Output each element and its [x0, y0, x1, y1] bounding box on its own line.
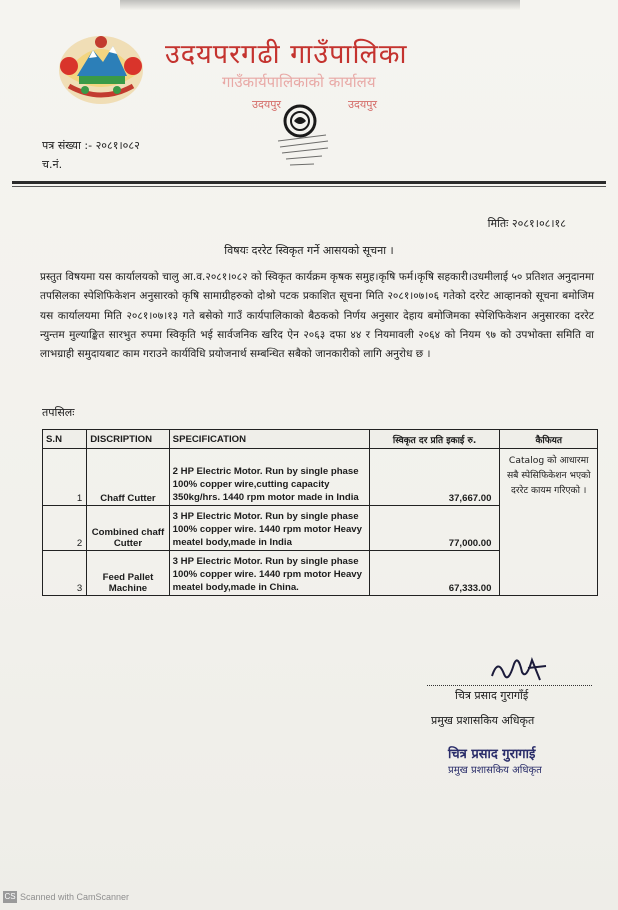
row-specification: 2 HP Electric Motor. Run by single phase 100% copper wire,cutting capacity 350kg/hrs. 1440 rpm motor made in India — [169, 449, 369, 506]
signer-name: चित्र प्रसाद गुरागाँई — [455, 689, 529, 702]
nepal-emblem-icon — [55, 30, 147, 108]
header-rule — [12, 181, 606, 184]
address-right: उदयपुर — [348, 98, 377, 111]
row-sn: 1 — [43, 449, 87, 506]
table-header-row — [43, 430, 598, 449]
signature-line — [427, 685, 592, 686]
letter-date: मितिः २०८१।०८।१८ — [487, 217, 566, 230]
signer-title: प्रमुख प्रशासकिय अधिकृत — [431, 714, 535, 727]
row-description: Chaff Cutter — [87, 449, 169, 506]
row-rate: 67,333.00 — [369, 551, 500, 596]
header-rule-thin — [12, 186, 606, 187]
row-rate: 37,667.00 — [369, 449, 500, 506]
row-specification: 3 HP Electric Motor. Run by single phase 100% copper wire. 1440 rpm motor Heavy meatel body,made in India — [169, 506, 369, 551]
office-name: गाउँकार्यपालिकाको कार्यालय — [222, 73, 376, 91]
header-sn: S.N — [43, 430, 87, 449]
row-rate: 77,000.00 — [369, 506, 500, 551]
header-rate: स्विकृत दर प्रति इकाई रु. — [369, 430, 500, 449]
scanner-watermark: Scanned with CamScanner — [20, 892, 130, 902]
header-description: DISCRIPTION — [87, 430, 169, 449]
dispatch-number: च.नं. — [42, 158, 63, 171]
office-stamp-icon — [268, 95, 348, 175]
details-label: तपसिलः — [42, 406, 75, 419]
row-specification: 3 HP Electric Motor. Run by single phase 100% copper wire. 1440 rpm motor Heavy meatel body,made in China. — [169, 551, 369, 596]
scan-shadow — [120, 0, 520, 10]
header-specification: SPECIFICATION — [169, 430, 369, 449]
title-stamp: प्रमुख प्रशासकिय अधिकृत — [448, 765, 542, 776]
camscanner-logo-icon: CS — [4, 892, 16, 901]
row-description: Combined chaff Cutter — [87, 506, 169, 551]
org-name: उदयपरगढी गाउँपालिका — [165, 39, 408, 70]
notice-body: प्रस्तुत विषयमा यस कार्यालयको चालु आ.व.२०८१।०८२ को स्विकृत कार्यक्रम कृषक समुह।कृषि फर्म।कृषि सहकारी।उधमीलाई ५० प्रतिशत अनुदानमा तपसिलका स्पेशिफिकेशन अनुसारको कृषि सामाग्रीहरुको दोश्रो पटक प्रकाशित सूचना मिति २०८१।०७।०६ गतेको दररेट आव्हानको सूचना बमोजिम यस कार्यालयमा मिति २०८१।०७।१३ गते बसेको गाउँ कार्यपालिकाको बैठकको निर्णय अनुसार देहाय बमोजिमका स्पेशिफिकेशन अनुसारका दररेट न्युन्तम मुल्याङ्कित सारभुत रुपमा स्विकृति भई सार्वजनिक खरिद ऐन २०६३ दफा ४४ र नियमावली २०६४ को नियम ९७ को उपभोक्ता समिति वा लाभग्राही समुदायबाट काम गराउने कार्यविधि प्रयोजनार्थ सम्बन्धित सबैको जानकारीको लागि अनुरोध छ । — [40, 271, 594, 361]
signature-scribble-icon — [488, 650, 548, 688]
remarks-cell: Catalog को आधारमा सबै स्पेसिफिकेशन भएको दररेट कायम गरिएको । — [500, 449, 598, 596]
rate-table — [42, 429, 598, 596]
letter-number: पत्र संख्या :- २०८१।०८२ — [42, 139, 140, 152]
name-stamp: चित्र प्रसाद गुरागाई — [448, 747, 536, 762]
row-sn: 2 — [43, 506, 87, 551]
header-remarks: कैफियत — [500, 430, 598, 449]
subject-line: विषयः दररेट स्विकृत गर्ने आसयको सूचना । — [224, 244, 394, 257]
row-description: Feed Pallet Machine — [87, 551, 169, 596]
row-sn: 3 — [43, 551, 87, 596]
address-left: उदयपुर — [252, 98, 281, 111]
table-row — [43, 449, 598, 506]
